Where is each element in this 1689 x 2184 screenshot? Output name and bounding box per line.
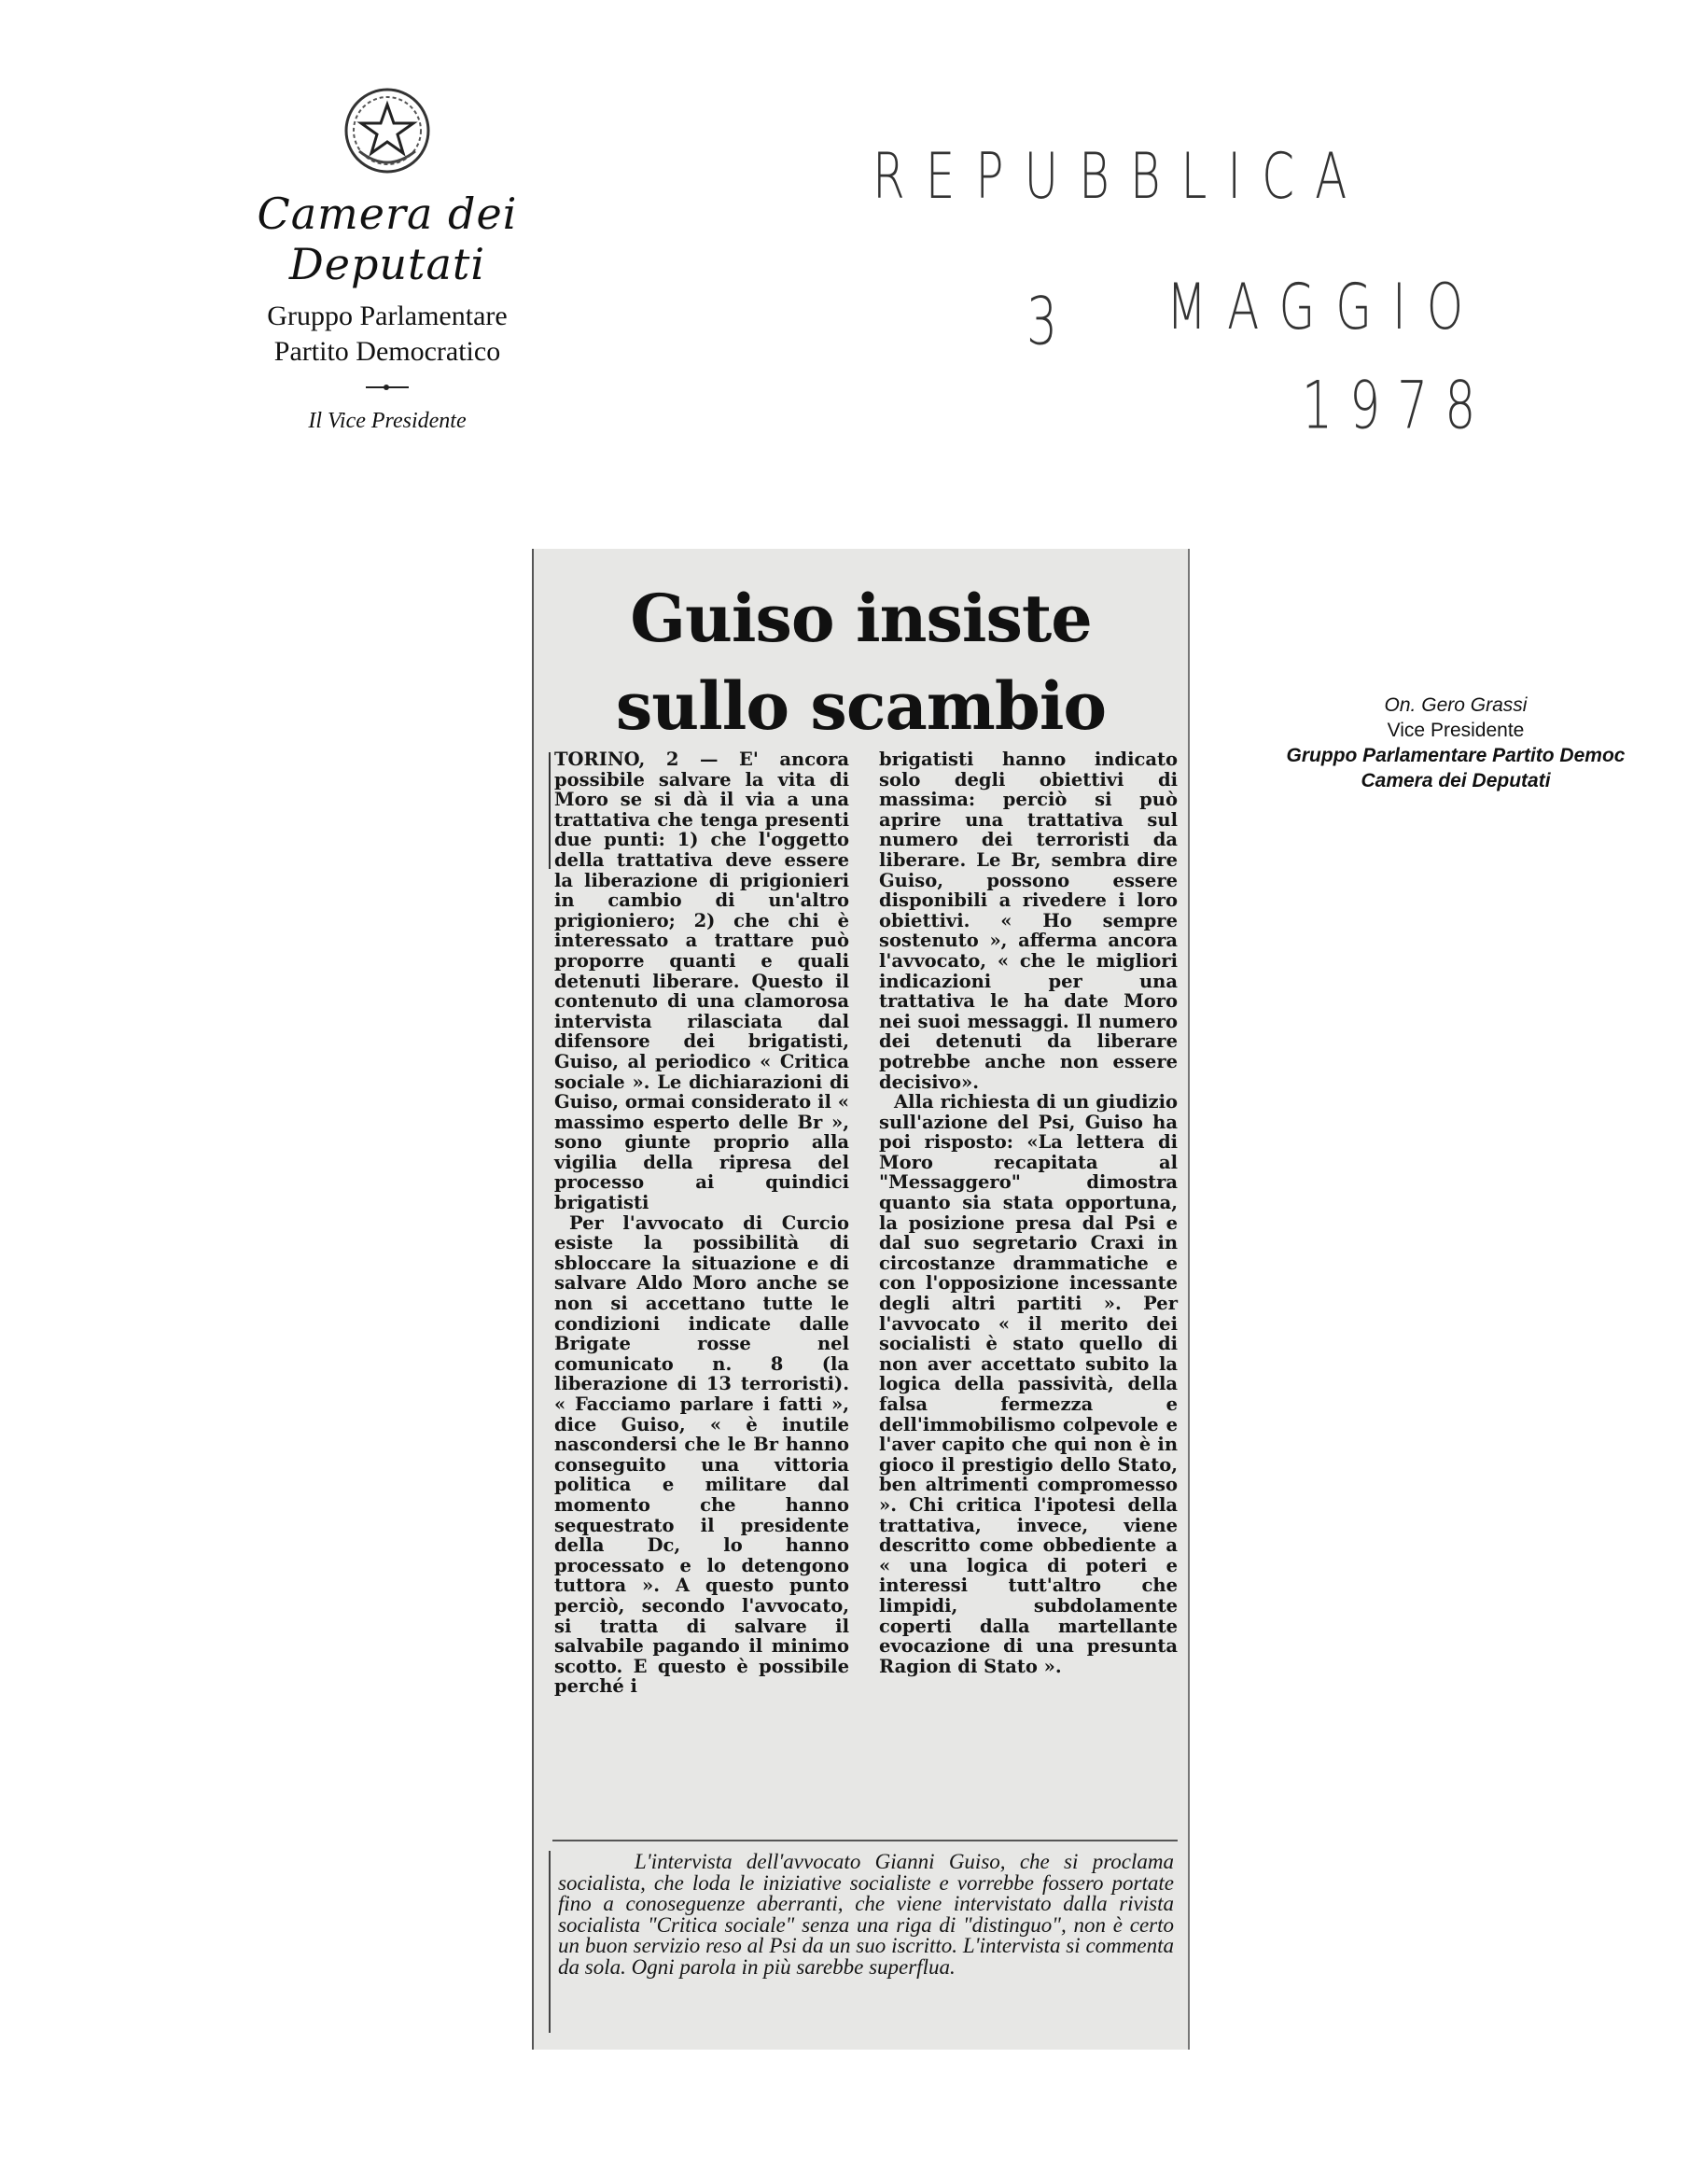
handwritten-source: REPUBBLICA	[872, 140, 1368, 214]
republic-emblem-icon	[341, 84, 434, 177]
group-line-2: Partito Democratico	[273, 336, 501, 367]
signature-block	[1222, 693, 1689, 793]
letterhead-divider	[366, 386, 409, 388]
signature-group: Gruppo Parlamentare Partito Democ	[1286, 745, 1626, 766]
editorial-comment: L'intervista dell'avvocato Gianni Guiso, che si proclama socialista, che loda le iniziative socialiste e vorrebbe fossero portate fino a conoseguenze aberranti, che viene intervistato dalla rivista socialista "Critica sociale" senza una riga di "distinguo", non è certo un buon servizio reso al Psi da un suo iscritto. L'intervista si commenta da sola. Ogni parola in più sarebbe superflua.	[558, 1850, 1174, 1979]
newspaper-clipping	[532, 549, 1190, 2050]
signature-title: Vice Presidente	[1387, 720, 1525, 741]
letterhead-role: Il Vice Presidente	[308, 409, 467, 433]
letterhead	[168, 84, 607, 434]
left-paragraph-2: Per l'avvocato di Curcio esiste la possibilità di sbloccare la situazione e di salvare Aldo Moro anche se non si accettano tutte le condizioni indicate dalle Brigate rosse nel comunicato n. 8 (la liberazione di 13 terroristi). « Facciamo parlare i fatti », dice Guiso, « è inutile nascondersi che le Br hanno conseguito una vittoria politica e militare dal momento che hanno sequestrato il presidente della Dc, lo hanno processato e lo detengono tuttora ». A questo punto perciò, secondo l'avvocato, si tratta di salvare il salvabile pagando il minimo scotto. E questo è possibile perché i	[554, 1211, 849, 1698]
chamber-name: Camera dei Deputati	[257, 189, 518, 289]
handwritten-day: 3	[1026, 285, 1058, 360]
group-line-1: Gruppo Parlamentare	[267, 301, 508, 331]
signature-house: Camera dei Deputati	[1361, 770, 1551, 791]
handwritten-year: 1978	[1302, 369, 1493, 444]
right-paragraph-2: Alla richiesta di un giudizio sull'azione del Psi, Guiso ha poi risposto: «La lettera di Moro recapitata al "Messaggero" dimostra quanto sia stata opportuna, la posizione presa dal Psi e dal suo segretario Craxi in circostanze drammatiche e con l'opposizione incessante degli altri partiti ». Per l'avvocato « il merito dei socialisti è stato quello di non aver accettato subito la logica della passività, della falsa fermezza e dell'immobilismo colpevole e l'aver capito che qui non è in gioco il prestigio dello Stato, ben altrimenti compromesso ». Chi critica l'ipotesi della trattativa, invece, viene descritto come obbediente a « una logica di poteri e interessi tutt'altro che limpidi, subdolamente coperti dalla martellante evocazione di una presunta Ragion di Stato ».	[879, 1091, 1178, 1677]
article-headline	[534, 575, 1188, 750]
handwritten-month: MAGGIO	[1166, 271, 1485, 344]
headline-line-1: Guiso insiste	[630, 580, 1092, 657]
headline-line-2: sullo scambio	[615, 667, 1107, 745]
article-column-right	[879, 749, 1178, 1676]
signature-name: On. Gero Grassi	[1384, 694, 1528, 716]
column-rule	[549, 752, 551, 869]
article-column-left	[554, 749, 849, 1697]
right-paragraph-1: brigatisti hanno indicato solo degli obiettivi di massima: perciò si può aprire una trattativa sul numero dei terroristi da liberare. Le Br, sembra dire Guiso, possono essere disponibili a rivedere i loro obiettivi. « Ho sempre sostenuto », afferma ancora l'avvocato, « che le migliori indicazioni per una trattativa le ha date Moro nei suoi messaggi. Il numero dei detenuti da liberare potrebbe anche non essere decisivo».	[879, 749, 1178, 1093]
comment-divider	[552, 1840, 1178, 1841]
comment-rule	[549, 1851, 551, 2033]
left-paragraph-1: TORINO, 2 — E' ancora possibile salvare la vita di Moro se si dà il via a una trattativa che tenga presenti due punti: 1) che l'oggetto della trattativa deve essere la liberazione di prigionieri in cambio di un'altro prigioniero; 2) che chi è interessato a trattare può proporre quanti e quali detenuti liberare. Questo il contenuto di una clamorosa intervista rilasciata dal difensore dei brigatisti, Guiso, al periodico « Critica sociale ». Le dichiarazioni di Guiso, ormai considerato il « massimo esperto delle Br », sono giunte proprio alla vigilia della ripresa del processo ai quindici brigatisti	[554, 749, 849, 1214]
